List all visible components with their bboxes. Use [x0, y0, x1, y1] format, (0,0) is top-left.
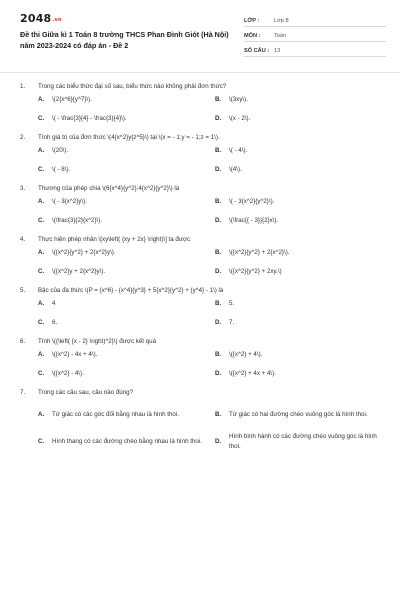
option-label: C.	[38, 166, 45, 173]
answer-option[interactable]	[38, 318, 209, 337]
option-label: B.	[215, 249, 222, 256]
option-label: D.	[215, 438, 222, 445]
option-label: B.	[215, 411, 222, 418]
answer-option[interactable]	[38, 401, 209, 428]
answer-options	[38, 95, 386, 133]
question-number: 5.	[20, 287, 26, 294]
option-label: D.	[215, 115, 222, 122]
option-text: \(\frac{3}{2}{x^2}\).	[52, 217, 103, 224]
answer-option[interactable]	[215, 350, 386, 369]
answer-options	[38, 146, 386, 184]
option-text: \(3xy\).	[229, 96, 248, 103]
option-text: 5.	[229, 300, 235, 307]
option-label: C.	[38, 115, 45, 122]
question-text: Thương của phép chia \(6{x^4}{y^2}:4{x^2}{y^2}\) là	[38, 185, 180, 192]
answer-options	[38, 350, 386, 388]
option-text: \(x - 2\).	[229, 115, 251, 122]
option-label: B.	[215, 198, 222, 205]
option-label: A.	[38, 96, 45, 103]
option-text: Hình bình hành có các đường chéo vuông góc là hình thoi.	[229, 433, 377, 450]
option-text: \( - 4\).	[229, 147, 248, 154]
answer-option[interactable]	[38, 165, 209, 184]
question-number: 3.	[20, 185, 26, 192]
answer-option[interactable]	[38, 267, 209, 286]
question-stem	[20, 337, 386, 350]
option-label: A.	[38, 147, 45, 154]
option-text: \({x^2} + 4x + 4\).	[229, 370, 276, 377]
answer-option[interactable]	[38, 197, 209, 216]
option-label: D.	[215, 319, 222, 326]
option-label: B.	[215, 96, 222, 103]
answer-option[interactable]	[38, 114, 209, 133]
option-text: Tứ giác có hai đường chéo vuông góc là hình thoi.	[229, 410, 368, 418]
meta-row-class	[244, 15, 386, 27]
question-stem	[20, 82, 386, 95]
question-2	[20, 133, 386, 184]
option-label: A.	[38, 249, 45, 256]
option-text: \({x^2} - 4\).	[52, 370, 84, 377]
option-text: \({x^2}{y^2} + 2{x^2}\).	[229, 249, 290, 256]
answer-option[interactable]	[38, 369, 209, 388]
option-text: 6.	[52, 319, 58, 326]
option-label: A.	[38, 300, 45, 307]
option-text: Hình thang có các đường chéo bằng nhau là hình thoi.	[52, 437, 202, 445]
answer-option[interactable]	[38, 95, 209, 114]
option-label: A.	[38, 198, 45, 205]
option-text: Tứ giác có các góc đối bằng nhau là hình thoi.	[52, 410, 179, 418]
answer-option[interactable]	[215, 299, 386, 318]
question-stem	[20, 133, 386, 146]
option-label: A.	[38, 411, 45, 418]
answer-option[interactable]	[215, 401, 386, 428]
meta-key: SỐ CÂU :	[244, 47, 270, 54]
option-label: D.	[215, 268, 222, 275]
site-logo[interactable]	[20, 12, 62, 25]
option-label: C.	[38, 438, 45, 445]
logo-text: 2048	[20, 12, 52, 25]
exam-title: Đề thi Giữa kì 1 Toán 8 trường THCS Phan Đình Giót (Hà Nội) năm 2023-2024 có đáp án - Đề 2	[20, 30, 229, 50]
option-label: C.	[38, 370, 45, 377]
question-stem	[20, 388, 386, 401]
answer-option[interactable]	[215, 216, 386, 235]
option-text: \( - 3{x^2}{y^2}\).	[229, 198, 275, 205]
question-number: 4.	[20, 236, 26, 243]
question-text: Thực hiện phép nhân \[xy\left( {xy + 2x} \right)\] ta được	[38, 236, 191, 243]
meta-value: 13	[274, 47, 281, 54]
option-label: B.	[215, 147, 222, 154]
answer-options	[38, 299, 386, 337]
option-label: B.	[215, 300, 222, 307]
question-number: 2.	[20, 134, 26, 141]
answer-options	[38, 248, 386, 286]
option-text: \({x^2} - 4x + 4\).	[52, 351, 98, 358]
option-label: D.	[215, 166, 222, 173]
question-list	[20, 82, 386, 455]
answer-option[interactable]	[215, 267, 386, 286]
answer-option[interactable]	[38, 428, 209, 455]
meta-row-question-count	[244, 45, 386, 57]
question-text: Trong các câu sau, câu nào đúng?	[38, 389, 134, 396]
question-number: 7.	[20, 389, 26, 396]
answer-option[interactable]	[215, 95, 386, 114]
question-4	[20, 235, 386, 286]
option-label: C.	[38, 217, 45, 224]
header-divider	[0, 72, 400, 73]
option-text: 7.	[229, 319, 235, 326]
option-text: \( - 8\).	[52, 166, 71, 173]
meta-value: Toán	[274, 32, 287, 39]
option-label: C.	[38, 268, 45, 275]
option-label: D.	[215, 370, 222, 377]
question-7	[20, 388, 386, 455]
option-text: 4	[52, 300, 56, 307]
option-text: \(2{x^6}{y^7}\).	[52, 96, 92, 103]
answer-option[interactable]	[215, 197, 386, 216]
option-text: \(20\).	[52, 147, 69, 154]
logo-suffix: .vn	[52, 17, 62, 23]
question-stem	[20, 235, 386, 248]
option-text: \({x^2}y + 2{x^2}y\).	[52, 268, 106, 275]
answer-option[interactable]	[215, 165, 386, 184]
option-label: D.	[215, 217, 222, 224]
meta-value: Lớp 8	[274, 17, 289, 24]
option-text: \(\frac{{ - 3}}{2}x\).	[229, 217, 279, 224]
answer-option[interactable]	[215, 318, 386, 337]
question-6	[20, 337, 386, 388]
meta-key: MÔN :	[244, 32, 261, 39]
answer-option[interactable]	[38, 248, 209, 267]
answer-option[interactable]	[215, 428, 386, 455]
question-number: 6.	[20, 338, 26, 345]
answer-option[interactable]	[215, 369, 386, 388]
question-text: Bậc của đa thức \(P = {x^6} - {x^4}{y^3} + 5{x^2}{y^2} + {y^4} - 1\) là	[38, 287, 224, 294]
option-text: \(4\).	[229, 166, 242, 173]
question-stem	[20, 184, 386, 197]
option-label: B.	[215, 351, 222, 358]
option-text: \({x^2}{y^2} + 2xy.\)	[229, 268, 282, 275]
option-text: \( - \frac{3}{4} - \frac{3}{4}\).	[52, 115, 127, 122]
question-text: Tính giá trị của đơn thức \(4{x^2}y{z^5}\) tại \(x = - 1;y = - 1;z = 1\).	[38, 134, 220, 141]
answer-options	[38, 401, 386, 455]
option-text: \( - 3{x^2}y\).	[52, 198, 87, 205]
answer-option[interactable]	[38, 216, 209, 235]
answer-option[interactable]	[38, 146, 209, 165]
answer-options	[38, 197, 386, 235]
question-number: 1.	[20, 83, 26, 90]
question-text: Trong các biểu thức đại số sau, biểu thức nào không phải đơn thức?	[38, 83, 227, 90]
question-stem	[20, 286, 386, 299]
exam-meta	[244, 15, 386, 60]
exam-header	[20, 0, 386, 64]
meta-row-subject	[244, 30, 386, 42]
answer-option[interactable]	[215, 146, 386, 165]
question-text: Tính \({\left( {x - 2} \right)^2}\) được kết quả	[38, 338, 157, 345]
answer-option[interactable]	[38, 299, 209, 318]
question-3	[20, 184, 386, 235]
answer-option[interactable]	[215, 114, 386, 133]
option-label: A.	[38, 351, 45, 358]
option-text: \({x^2}{y^2} + 2{x^2}y\).	[52, 249, 116, 256]
answer-option[interactable]	[215, 248, 386, 267]
option-label: C.	[38, 319, 45, 326]
option-text: \({x^2} + 4\).	[229, 351, 263, 358]
answer-option[interactable]	[38, 350, 209, 369]
meta-key: LỚP :	[244, 17, 260, 24]
question-1	[20, 82, 386, 133]
question-5	[20, 286, 386, 337]
